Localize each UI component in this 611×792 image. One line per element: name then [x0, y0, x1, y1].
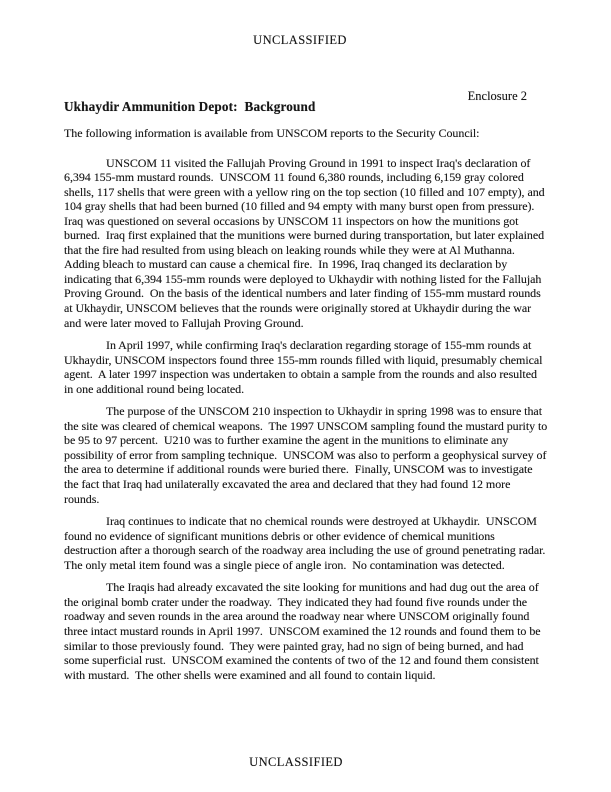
document-body: [64, 126, 552, 690]
paragraph-april-1997: In April 1997, while confirming Iraq's declaration regarding storage of 155-mm rounds at Ukhaydir, UNSCOM inspectors found three 155-mm rounds filled with liquid, presumably chemical agent. A later 1997 inspection was undertaken to obtain a sample from the rounds and also resulted in one additional round being located.: [64, 338, 546, 396]
classification-footer: UNCLASSIFIED: [249, 755, 343, 769]
document-title: Ukhaydir Ammunition Depot: Background: [64, 99, 316, 114]
paragraph-fallujah-inspection: UNSCOM 11 visited the Fallujah Proving Ground in 1991 to inspect Iraq's declaration of 6,394 155-mm mustard rounds. UNSCOM 11 found 6,380 rounds, including 6,159 gray colored shells, 117 shells that were green with a yellow ring on the top section (10 filled and 107 empty), and 104 gray shells that had been burned (10 filled and 94 empty with many burst open from pressure). Iraq was questioned on several occasions by UNSCOM 11 inspectors on how the munitions got burned. Iraq first explained that the munitions were burned during transportation, but later explained that the fire had resulted from using bleach on leaking rounds while they were at Al Muthanna. Adding bleach to mustard can cause a chemical fire. In 1996, Iraq changed its declaration by indicating that 6,394 155-mm rounds were deployed to Ukhaydir with nothing listed for the Fallujah Proving Ground. On the basis of the identical numbers and later finding of 155-mm mustard rounds at Ukhaydir, UNSCOM believes that the rounds were originally stored at Ukhaydir during the war and were later moved to Fallujah Proving Ground.: [64, 155, 548, 330]
intro-line: The following information is available from UNSCOM reports to the Security Council:: [64, 126, 480, 140]
enclosure-label: Enclosure 2: [467, 89, 527, 103]
paragraph-unscom-210-purpose: The purpose of the UNSCOM 210 inspection to Ukhaydir in spring 1998 was to ensure that the site was cleared of chemical weapons. The 1997 UNSCOM sampling found the mustard purity to be 95 to 97 percent. U210 was to further examine the agent in the munitions to eliminate any possibility of error from sampling technique. UNSCOM was also to perform a geophysical survey of the area to determine if additional rounds were buried there. Finally, UNSCOM was to investigate the fact that Iraq had unilaterally excavated the area and declared that they had found 12 more rounds.: [64, 404, 551, 506]
classification-header: UNCLASSIFIED: [253, 33, 347, 47]
paragraph-no-destruction-evidence: Iraq continues to indicate that no chemical rounds were destroyed at Ukhaydir. UNSCOM found no evidence of significant munitions debris or other evidence of chemical munitions destruction after a thorough search of the roadway area including the use of ground penetrating radar. The only metal item found was a single piece of angle iron. No contamination was detected.: [64, 514, 552, 572]
paragraph-iraqi-excavation: The Iraqis had already excavated the site looking for munitions and had dug out the area of the original bomb crater under the roadway. They indicated they had found five rounds under the roadway and seven rounds in the area around the roadway near where UNSCOM originally found three intact mustard rounds in April 1997. UNSCOM examined the 12 rounds and found them to be similar to those previously found. They were painted gray, had no sign of being burned, and had some superficial rust. UNSCOM examined the contents of two of the 12 and found them consistent with mustard. The other shells were examined and all found to contain liquid.: [64, 580, 544, 682]
